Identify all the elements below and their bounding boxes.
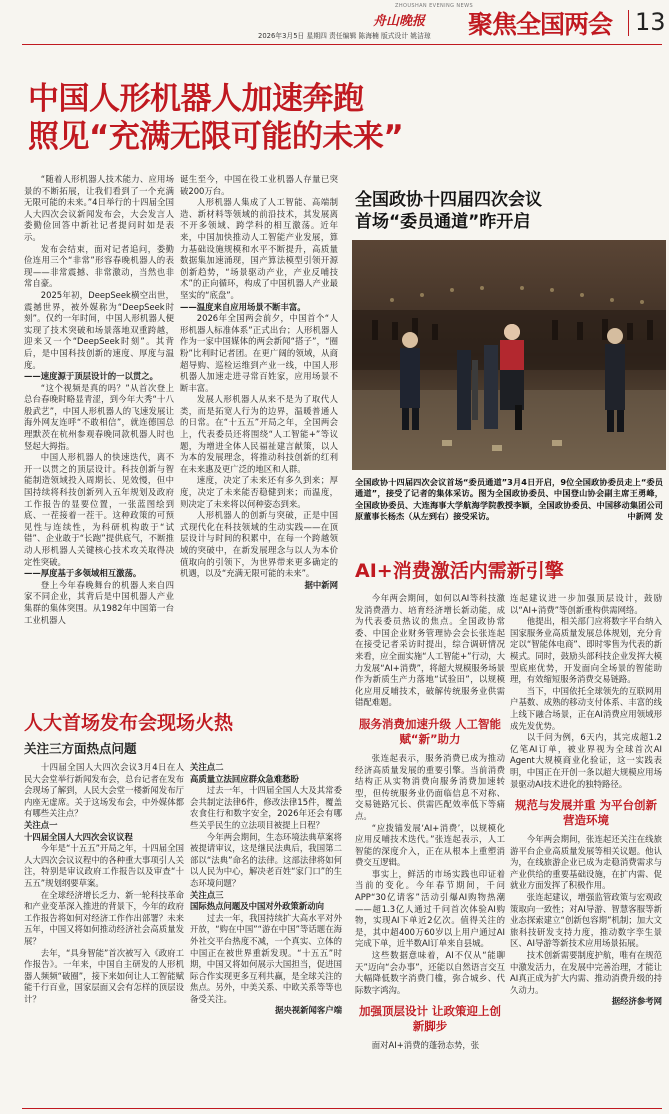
paragraph: 这些数据意味着，AI不仅从“能聊天”迈向“会办事”，还能以自然语言交互大幅降低数字消费门槛，弥合城乡、代际数字鸿沟。 [355, 950, 505, 995]
paragraph: 张连起表示，服务消费已成为推动经济高质量发展的重要引擎。当前消费结构正从实物消费向服务消费加速转型，但传统服务业仍面临信息不对称、交易链路冗长、供需匹配效率低下等痛点。 [355, 752, 505, 821]
paragraph: 过去一年，十四届全国人大及其常委会共制定法律6件，修改法律15件，覆盖农食住行和数字安全，2026年还会有哪些关乎民生的立法项目被提上日程？ [190, 785, 342, 830]
paragraph: 今年两会期间，张连起还关注在线旅游平台企业高质量发展等相关议题。他认为，在线旅游企业已成为走稳消费需求与产业供给的重要基础设施，在扩内需、促就业方面发挥了积极作用。 [510, 834, 662, 891]
header-divider [628, 10, 629, 36]
article3-column-2 [190, 762, 342, 1108]
subheading: 十四届全国人大四次会议议程 [24, 831, 133, 842]
paragraph: 人形机器人的创新与突破，正是中国式现代化在科技领域的生动实践——在顶层设计与时间的积累中，在每一个跨越领域的突破中，在新发展理念与以人为本价值取向的引领下，为世界带来更多确定的机遇，以及“充满无限可能的未来”。 [180, 510, 338, 579]
section-title: 聚焦全国两会 [468, 10, 613, 39]
paragraph: 当下，中国依托全球领先的互联网用户基数、成熟的移动支付体系、丰富的线上线下融合场景，正在AI消费应用领域形成先发优势。 [510, 685, 662, 731]
subheading: ——厚度基于多领域相互激荡。 [24, 568, 142, 579]
masthead-url: ZHOUSHAN EVENING NEWS [395, 3, 474, 9]
subheading: 关注点三 [190, 889, 224, 900]
paragraph: 中国人形机器人的快速迭代，离不开一以贯之的顶层设计。科技创新与智能制造领域投入周期长、见效慢，但中国持续将科技创新列入五年规划及政府工作报告的显要位置，一张蓝图绘到底、一茬接着一茬干。这种政策的可预见性与连续性，为科研机构敢于“试错”、企业敢于“长跑”提供底气，不断推动人形机器人关键核心技术攻关取得决定性突破。 [24, 452, 174, 567]
article3-column-1 [24, 762, 184, 1108]
article1-column-1 [24, 174, 174, 684]
subheading: 关注点一 [24, 819, 58, 830]
paragraph: 2025年初，DeepSeek横空出世，震撼世界，被外媒称为“DeepSeek时刻”。仅约一年时间，中国人形机器人便实现了技术突破和场景落地双重跨越，迎来又一个“DeepSeek时刻”。其背后，是中国科技创新的速度、厚度与温度。 [24, 289, 174, 370]
photo-illustration [352, 240, 666, 470]
paragraph: “这个视频是真的吗？”从首次登上总台春晚时略显青涩，到今年大秀“十八般武艺”，中国人形机器人的飞速发展让海外网友连呼“不敢相信”，就连德国总理默茨在杭州参观春晚同款机器人时也竖起大拇指。 [24, 382, 174, 451]
paragraph: 张连起建议，增强监管政策与宏观政策取向一致性；对AI导游、智慧客服等新业态探索建立“创新包容期”机制；加大文旅科技研发支持力度，推动数字孪生景区、AI导游等新技术应用场景拓展。 [510, 892, 662, 949]
paragraph: 人形机器人集成了人工智能、高端制造、新材料等领域的前沿技术，其发展离不开多领域、跨学科的相互激荡。近年来，中国加快推动人工智能产业发展，算力基础设施规模和水平不断提升，高质量数据集加速涌现，国产算法模型引领开源创新趋势，“场景驱动产业，产业反哺技术”的正向循环，构成了中国机器人产业最坚实的“底盘”。 [180, 197, 338, 300]
paragraph: 今年是“十五五”开局之年，十四届全国人大四次会议议程中的各种重大事项引人关注，特别是审议政府工作报告以及审查“十五五”规划纲要草案。 [24, 843, 184, 888]
ai-consumption-headline: AI+消费激活内需新引擎 [355, 560, 564, 582]
paragraph: 登上今年春晚舞台的机器人来自四家不同企业，其背后是中国机器人产业集群的集体突围。从1982年中国第一台工业机器人 [24, 579, 174, 625]
footer-rule [22, 1108, 662, 1109]
npc-press-subtitle: 关注三方面热点问题 [24, 741, 137, 756]
source-credit: 据央视新闻客户端 [275, 1005, 342, 1016]
subheading: ——温度来自应用场景不断丰富。 [180, 301, 306, 312]
source-credit: 据中新网 [304, 579, 338, 590]
article1-column-2 [180, 174, 338, 710]
headline-line-2: 照见“充满无限可能的未来” [28, 119, 404, 155]
paragraph: 他提出，相关部门应将数字平台纳入国家服务业高质量发展总体规划，充分肯定以“智能体电商”、即时零售为代表的新模式。同时，鼓励头部科技企业发挥大模型底座优势，开发面向全场景的智能助理，有效缩短服务消费交易链路。 [510, 616, 662, 685]
paragraph: “随着人形机器人技术能力、应用场景的不断拓展，让我们看到了一个充满无限可能的未来。”4日举行的十四届全国人大四次会议新闻发布会，大会发言人娄勤俭回答中新社记者提问时如是表示。 [24, 174, 174, 242]
npc-press-headline: 人大首场发布会现场火热 [24, 712, 234, 734]
photo-title-line-2: 首场“委员通道”昨开启 [355, 212, 531, 232]
paragraph: 在全球经济增长乏力、新一轮科技革命和产业变革深入推进的背景下，今年的政府工作报告将如何对经济工作作出部署？未来五年，中国又将如何推动经济社会高质量发展？ [24, 889, 184, 946]
photo-caption-text: 全国政协十四届四次会议首场“委员通道”3月4日开启，9位全国政协委员走上“委员通道”，接受了记者的集体采访。图为全国政协委员、中国登山协会副主席王勇峰，全国政协委员、大连海事大学航海学院教授李颖，全国政协委员、中国移动集团公司原董事长杨杰（从左到右）接受采访。 [355, 477, 663, 522]
paragraph: 发布会结束，面对记者追问，娄勤俭连用三个“非常”形容春晚机器人的表现——非常震撼、非常激动，当然也非常自豪。 [24, 243, 174, 289]
paragraph: 以千问为例，6天内，其完成超1.2亿笔AI订单，被业界视为全球首次AI Agent大规模商业化验证，这一实践表明，中国正在开创一条以超大规模应用场景驱动AI技术进化的独特路径。 [510, 732, 662, 789]
paragraph: 去年，“具身智能”首次被写入《政府工作报告》。一年来，中国自主研发的人形机器人频频“破圈”，接下来如何让人工智能赋能千行百业，国家层面又会有怎样的顶层设计？ [24, 947, 184, 1004]
paragraph: 十四届全国人大四次会议3月4日在人民大会堂举行新闻发布会，总台记者在发布会现场了解到，人民大会堂一楼新闻发布厅内座无虚席。关于这场发布会，中外媒体都有哪些关注点？ [24, 762, 184, 819]
dateline: 2026年3月5日 星期四 责任编辑 陈海楠 版式设计 姚洁琼 [258, 32, 431, 40]
paragraph: 速度，决定了未来还有多久到来；厚度，决定了未来能否稳健到来；而温度，则决定了未来将以何种姿态到来。 [180, 475, 338, 509]
article2-column-2 [510, 593, 662, 1108]
header-rule [22, 44, 662, 45]
photo-caption [355, 477, 663, 523]
photo-title-line-1: 全国政协十四届四次会议 [355, 190, 542, 210]
paragraph: 技术创新需要制度护航，唯有在规范中激发活力，在发展中完善治理，才能让AI真正成为扩大内需、推动消费升级的持久动力。 [510, 950, 662, 995]
source-credit: 据经济参考网 [611, 996, 662, 1007]
paragraph: 今年两会期间，生态环境法典草案将被提请审议，这是继民法典后，我国第二部以“法典”命名的法律。这部法律将如何以人民为中心，解决老百姓“家门口”的生态环境问题？ [190, 831, 342, 888]
subheading: 国际热点问题及中国对外政策新动向 [190, 901, 324, 912]
paragraph: “应拨锚发展‘AI+消费’，以规模化应用反哺技术迭代。”张连起表示，人工智能的深度介入，正在从根本上重塑消费交互逻辑。 [355, 822, 505, 868]
paragraph: 2026年全国两会前夕，中国首个“人形机器人标准体系”正式出台；人形机器人作为一家中国媒体的两会新闻“搭子”，“圈粉”比利时记者团。在更广阔的领域，从商超导购、巡检运维到产业一线，中国人形机器人加速走进寻常百姓家，应用场景不断丰富。 [180, 313, 338, 393]
section-subheading: 服务消费加速升级 人工智能赋“新”助力 [358, 716, 501, 746]
news-photo [352, 240, 666, 470]
paragraph: 发展人形机器人从来不是为了取代人类，而是拓宽人行为的边界，温暖普通人的日常。在“十五五”开局之年，全国两会上，代表委员还将围绕“人工智能+”等议题，为增进全体人民福祉建言献策，以人为本的发展理念，将推动科技创新的红利在未来惠及更广泛的地区和人群。 [180, 394, 338, 474]
article2-column-1 [355, 593, 505, 1108]
section-subheading: 规范与发展并重 为平台创新营造环境 [514, 798, 657, 828]
subheading: ——速度源于顶层设计的一以贯之。 [24, 371, 158, 382]
photo-credit: 中新网 发 [627, 511, 663, 522]
subheading: 高质量立法回应群众急难愁盼 [190, 773, 299, 784]
page-number: 13 [635, 8, 666, 36]
subheading: 关注点二 [190, 762, 224, 772]
paragraph: 连起建议进一步加强顶层设计，鼓励以“AI+消费”等创新重构供需网络。 [510, 593, 662, 615]
newspaper-logo: 舟山晚报 [373, 14, 426, 29]
paragraph: 事实上，鲜活的市场实践也印证着当前的变化。今年春节期间，千问APP“30亿请客”活动引爆AI购物热潮——超1.3亿人通过千问首次体验AI购物，实现AI下单近2亿次。值得关注的是，其中超400万60岁以上用户通过AI完成下单，近半数AI订单来自县城。 [355, 868, 505, 949]
headline-line-1: 中国人形机器人加速奔跑 [28, 81, 364, 117]
paragraph: 今年两会期间，如何以AI等科技激发消费潜力、培育经济增长新动能，成为代表委员热议的焦点。全国政协常委、中国企业财务管理协会会长张连起在接受记者采访时提出，综合调研情况来看，应全面实施“人工智能+”行动，大力发展“AI+消费”，将超大规模服务场景作为新质生产力落地“试验田”，以规模化应用反哺技术，破解传统服务业供需错配难题。 [355, 593, 505, 708]
photo-story-title [355, 189, 542, 233]
paragraph: 面对AI+消费的蓬勃态势，张 [371, 1040, 480, 1051]
section-subheading: 加强顶层设计 让政策迎上创新脚步 [358, 1004, 501, 1034]
paragraph: 诞生至今，中国在役工业机器人存量已突破200万台。 [180, 174, 338, 196]
paragraph: 过去一年，我国持续扩大高水平对外开放，“购在中国”“游在中国”等话题在海外社交平台热度不减，一个真实、立体的中国正在被世界重新发现。“十五五”时期，中国又将如何展示大国担当，促进国际合作实现更多互利共赢，是全球关注的焦点。另外，中美关系、中欧关系等等也备受关注。 [190, 912, 342, 1004]
